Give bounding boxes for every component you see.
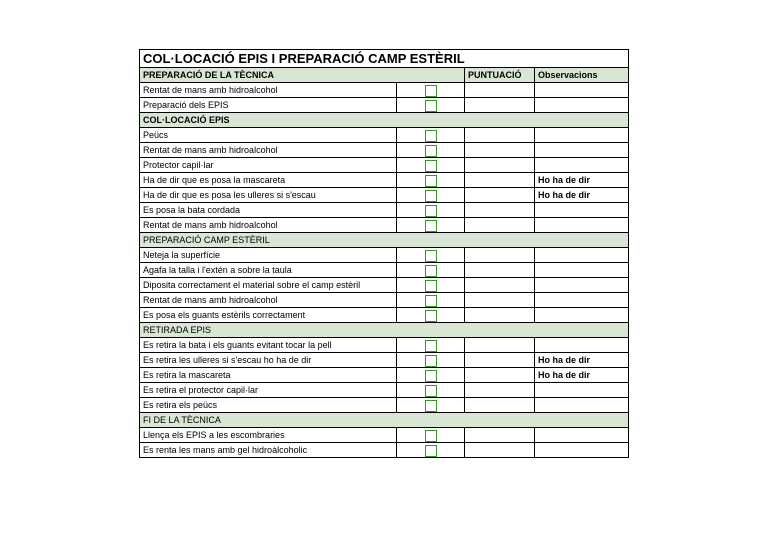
checkbox-cell xyxy=(397,248,465,263)
checkbox-cell xyxy=(397,218,465,233)
item-label: Ha de dir que es posa la mascareta xyxy=(140,173,397,188)
item-checkbox[interactable] xyxy=(425,190,437,202)
observation-cell xyxy=(535,203,629,218)
observation-cell xyxy=(535,98,629,113)
checklist-row xyxy=(140,143,629,158)
checkbox-cell xyxy=(397,278,465,293)
observation-cell: Ho ha de dir xyxy=(535,173,629,188)
checklist-row xyxy=(140,83,629,98)
checklist-row xyxy=(140,443,629,458)
checklist-row xyxy=(140,188,629,203)
score-cell[interactable] xyxy=(465,398,535,413)
item-checkbox[interactable] xyxy=(425,280,437,292)
item-checkbox[interactable] xyxy=(425,430,437,442)
item-checkbox[interactable] xyxy=(425,445,437,457)
score-cell[interactable] xyxy=(465,308,535,323)
sheet-title: COL·LOCACIÓ EPIS I PREPARACIÓ CAMP ESTÈRIL xyxy=(140,50,629,68)
section-label: COL·LOCACIÓ EPIS xyxy=(140,113,629,128)
item-checkbox[interactable] xyxy=(425,100,437,112)
item-label: Rentat de mans amb hidroalcohol xyxy=(140,143,397,158)
score-cell[interactable] xyxy=(465,128,535,143)
checkbox-cell xyxy=(397,83,465,98)
observation-cell xyxy=(535,383,629,398)
checkbox-cell xyxy=(397,353,465,368)
checklist-row xyxy=(140,128,629,143)
section-label: FI DE LA TÈCNICA xyxy=(140,413,629,428)
item-label: Es retira les ulleres si s'escau ho ha de dir xyxy=(140,353,397,368)
observation-cell xyxy=(535,218,629,233)
observation-cell: Ho ha de dir xyxy=(535,353,629,368)
observation-cell xyxy=(535,428,629,443)
item-checkbox[interactable] xyxy=(425,220,437,232)
item-label: Agafa la talla i l'extén a sobre la taula xyxy=(140,263,397,278)
item-label: Es retira la bata i els guants evitant tocar la pell xyxy=(140,338,397,353)
checklist-row xyxy=(140,353,629,368)
item-checkbox[interactable] xyxy=(425,145,437,157)
score-cell[interactable] xyxy=(465,218,535,233)
checkbox-cell xyxy=(397,143,465,158)
item-label: Neteja la superfície xyxy=(140,248,397,263)
item-label: Rentat de mans amb hidroalcohol xyxy=(140,293,397,308)
item-checkbox[interactable] xyxy=(425,295,437,307)
section-row xyxy=(140,233,629,248)
checkbox-cell xyxy=(397,383,465,398)
section-label: PREPARACIÓ CAMP ESTÈRIL xyxy=(140,233,629,248)
checklist-row xyxy=(140,98,629,113)
checklist-row xyxy=(140,248,629,263)
item-label: Es posa els guants estèrils correctament xyxy=(140,308,397,323)
item-checkbox[interactable] xyxy=(425,355,437,367)
item-label: Protector capil·lar xyxy=(140,158,397,173)
section-row xyxy=(140,113,629,128)
section-label: RETIRADA EPIS xyxy=(140,323,629,338)
item-label: Rentat de mans amb hidroalcohol xyxy=(140,218,397,233)
item-label: Diposita correctament el material sobre el camp estèril xyxy=(140,278,397,293)
checklist-row xyxy=(140,278,629,293)
observation-cell xyxy=(535,263,629,278)
checkbox-cell xyxy=(397,263,465,278)
observation-cell xyxy=(535,293,629,308)
checklist-table xyxy=(139,49,629,458)
checkbox-cell xyxy=(397,308,465,323)
checkbox-cell xyxy=(397,98,465,113)
score-cell[interactable] xyxy=(465,443,535,458)
item-checkbox[interactable] xyxy=(425,340,437,352)
item-checkbox[interactable] xyxy=(425,205,437,217)
score-cell[interactable] xyxy=(465,293,535,308)
section-row xyxy=(140,413,629,428)
checklist-row xyxy=(140,368,629,383)
score-cell[interactable] xyxy=(465,203,535,218)
score-cell[interactable] xyxy=(465,173,535,188)
observation-cell: Ho ha de dir xyxy=(535,368,629,383)
checklist-body xyxy=(140,50,629,458)
score-cell[interactable] xyxy=(465,383,535,398)
score-cell[interactable] xyxy=(465,428,535,443)
observations-header: Observacions xyxy=(535,68,629,83)
observation-cell xyxy=(535,278,629,293)
checkbox-cell xyxy=(397,443,465,458)
item-label: Es retira la mascareta xyxy=(140,368,397,383)
item-checkbox[interactable] xyxy=(425,385,437,397)
checkbox-cell xyxy=(397,173,465,188)
item-label: Es renta les mans amb gel hidroàlcoholic xyxy=(140,443,397,458)
item-label: Peücs xyxy=(140,128,397,143)
item-checkbox[interactable] xyxy=(425,130,437,142)
score-cell[interactable] xyxy=(465,248,535,263)
title-row xyxy=(140,50,629,68)
checklist-row xyxy=(140,308,629,323)
score-cell[interactable] xyxy=(465,158,535,173)
checkbox-cell xyxy=(397,203,465,218)
item-checkbox[interactable] xyxy=(425,310,437,322)
observation-cell: Ho ha de dir xyxy=(535,188,629,203)
item-checkbox[interactable] xyxy=(425,370,437,382)
score-cell[interactable] xyxy=(465,368,535,383)
score-cell[interactable] xyxy=(465,143,535,158)
score-cell[interactable] xyxy=(465,278,535,293)
observation-cell xyxy=(535,83,629,98)
score-cell[interactable] xyxy=(465,353,535,368)
item-checkbox[interactable] xyxy=(425,175,437,187)
observation-cell xyxy=(535,143,629,158)
checkbox-cell xyxy=(397,368,465,383)
item-label: Ha de dir que es posa les ulleres si s'escau xyxy=(140,188,397,203)
item-label: Llença els EPIS a les escombraries xyxy=(140,428,397,443)
observation-cell xyxy=(535,158,629,173)
checkbox-cell xyxy=(397,428,465,443)
checkbox-cell xyxy=(397,338,465,353)
checkbox-cell xyxy=(397,293,465,308)
checklist-row xyxy=(140,428,629,443)
score-cell[interactable] xyxy=(465,263,535,278)
item-checkbox[interactable] xyxy=(425,265,437,277)
checklist-row xyxy=(140,263,629,278)
item-label: Es retira el protector capil·lar xyxy=(140,383,397,398)
item-checkbox[interactable] xyxy=(425,160,437,172)
checklist-row xyxy=(140,398,629,413)
observation-cell xyxy=(535,338,629,353)
checkbox-cell xyxy=(397,128,465,143)
item-label: Preparació dels EPIS xyxy=(140,98,397,113)
score-cell[interactable] xyxy=(465,338,535,353)
checkbox-cell xyxy=(397,158,465,173)
observation-cell xyxy=(535,443,629,458)
checklist-row xyxy=(140,383,629,398)
score-cell[interactable] xyxy=(465,188,535,203)
observation-cell xyxy=(535,128,629,143)
item-label: Es posa la bata cordada xyxy=(140,203,397,218)
checkbox-cell xyxy=(397,188,465,203)
item-checkbox[interactable] xyxy=(425,400,437,412)
section-row xyxy=(140,68,629,83)
checklist-row xyxy=(140,218,629,233)
item-checkbox[interactable] xyxy=(425,250,437,262)
score-cell[interactable] xyxy=(465,83,535,98)
item-label: Es retira els peücs xyxy=(140,398,397,413)
item-label: Rentat de mans amb hidroalcohol xyxy=(140,83,397,98)
score-cell[interactable] xyxy=(465,98,535,113)
checklist-row xyxy=(140,338,629,353)
checklist-row xyxy=(140,173,629,188)
section-label: PREPARACIÓ DE LA TÈCNICA xyxy=(140,68,465,83)
section-row xyxy=(140,323,629,338)
item-checkbox[interactable] xyxy=(425,85,437,97)
observation-cell xyxy=(535,398,629,413)
observation-cell xyxy=(535,248,629,263)
score-header: PUNTUACIÓ xyxy=(465,68,535,83)
checklist-row xyxy=(140,293,629,308)
observation-cell xyxy=(535,308,629,323)
checklist-row xyxy=(140,158,629,173)
checklist-row xyxy=(140,203,629,218)
checkbox-cell xyxy=(397,398,465,413)
